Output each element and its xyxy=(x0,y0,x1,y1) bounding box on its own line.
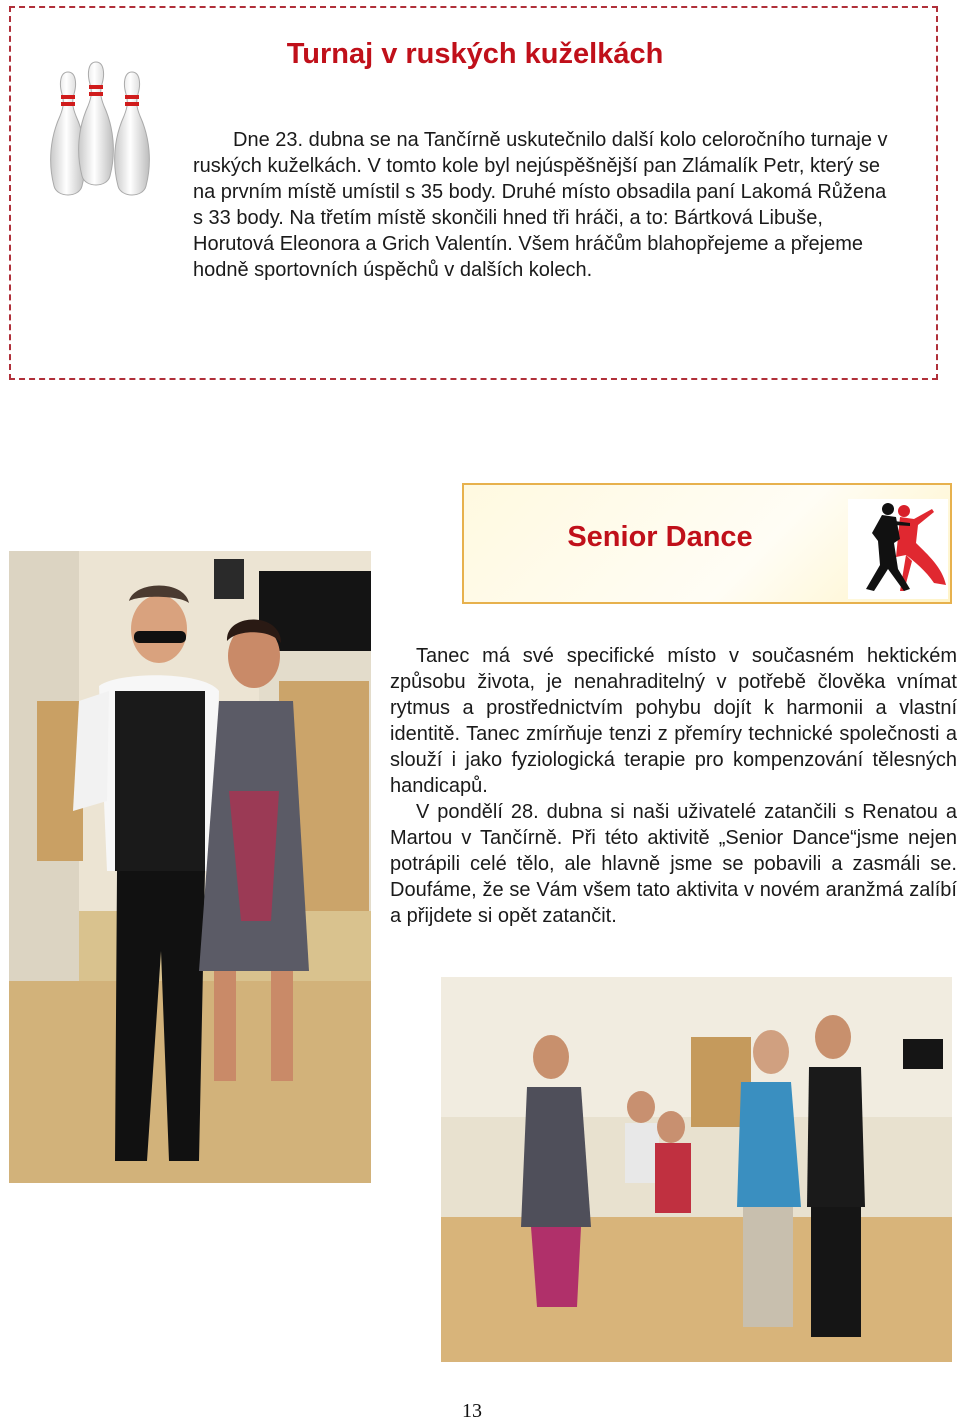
bowling-pin-right xyxy=(115,72,150,195)
speaker xyxy=(214,559,244,599)
floor xyxy=(441,1217,952,1362)
senior-dance-text xyxy=(390,643,957,929)
bowling-pin-middle xyxy=(79,62,114,185)
kuzelky-paragraph-text: Dne 23. dubna se na Tančírně uskutečnilo další kolo celoročního turnaje v ruských kuželkách. V tomto kole byl nejúspěšnější pan Zlámalík Petr, který se na prvním místě umístil s 35 body. Druhé místo obsadila paní Lakomá Růžena s 33 body. Na třetím místě skončili hned tři hráči, a to: Bártková Libuše, Horutová Eleonora a Grich Valentín. Všem hráčům blahopřejeme a přejeme hodně sportovních úspěchů v dalších kolech. xyxy=(193,129,888,281)
group-dance-photo xyxy=(441,977,952,1362)
bowling-pins-image xyxy=(40,58,162,210)
senior-dance-paragraph-1: Tanec má své specifické místo v současném hektickém způsobu života, je nenahraditelný v potřebě člověka vnímat rytmus a prostřednictvím pohybu dojít k harmonii a vlastní identitě. Tanec zmírňuje tenzi z přemíry technické společnosti a slouží i jako fyziologická terapie pro kompenzování tělesných handicapů. xyxy=(390,645,957,797)
dancing-couple-image xyxy=(848,499,948,599)
kuzelky-title: Turnaj v ruských kuželkách xyxy=(286,38,664,70)
dancing-couple-photo xyxy=(9,551,371,1183)
page-number: 13 xyxy=(462,1400,482,1422)
senior-dance-title: Senior Dance xyxy=(567,521,753,553)
kuzelky-paragraph xyxy=(193,127,893,283)
senior-dance-header-box xyxy=(462,483,952,604)
wall-tv xyxy=(903,1039,943,1069)
sunglasses xyxy=(134,631,186,643)
senior-dance-paragraph-2: V pondělí 28. dubna si naši uživatelé zatančili s Renatou a Martou v Tančírně. Při této aktivitě „Senior Dance“jsme nejen potrápili celé tělo, ale hlavně jsme se pobavili a zasmáli se. Doufáme, že se Vám všem tato aktivita v novém aranžmá zalíbí a přijdete si opět zatančit. xyxy=(390,801,957,927)
dancer-woman-red xyxy=(896,505,946,591)
vest xyxy=(115,691,205,871)
